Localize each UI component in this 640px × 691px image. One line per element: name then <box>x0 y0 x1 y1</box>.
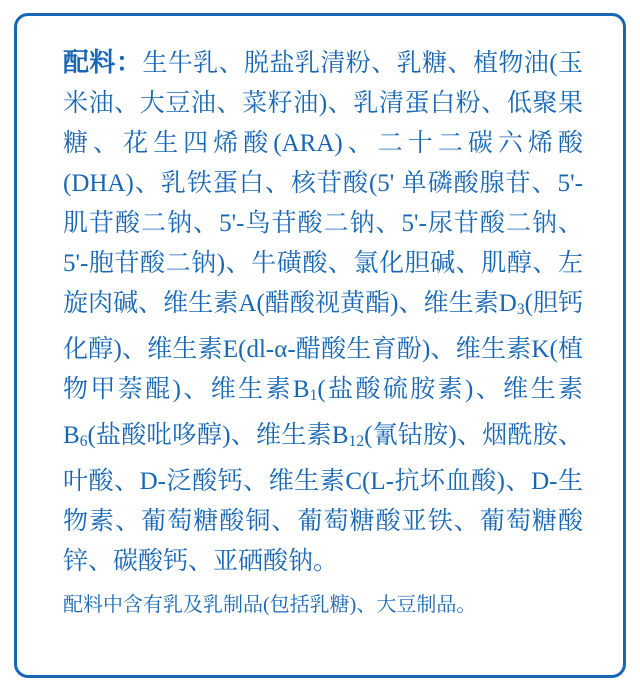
ingredients-text-5: (氰钴胺)、烟酰胺、叶酸、D-泛酸钙、维生素C(L-抗坏血酸)、D-生物素、葡萄糖酸铜、葡萄糖酸亚铁、葡萄糖酸锌、碳酸钙、亚硒酸钠。 <box>63 422 583 576</box>
subscript-b12: 12 <box>348 433 365 451</box>
ingredients-text-4: (盐酸吡哆醇)、维生素B <box>87 422 349 450</box>
subscript-d3: 3 <box>516 301 525 319</box>
ingredients-paragraph <box>63 43 583 582</box>
ingredients-label: 配料： <box>63 48 143 77</box>
ingredients-text-1: 生牛乳、脱盐乳清粉、乳糖、植物油(玉米油、大豆油、菜籽油)、乳清蛋白粉、低聚果糖、花生四烯酸(ARA)、二十二碳六烯酸(DHA)、乳铁蛋白、核苷酸(5' 单磷酸腺苷、5'-肌苷酸二钠、5'-鸟苷酸二钠、5'-尿苷酸二钠、5'-胞苷酸二钠)、牛磺酸、氯化胆碱、肌醇、左旋肉碱、维生素A(醋酸视黄酯)、维生素D <box>63 50 583 317</box>
subscript-b1: 1 <box>309 387 318 405</box>
ingredients-panel <box>14 13 626 678</box>
subscript-b6: 6 <box>79 433 88 451</box>
ingredients-content <box>63 43 583 620</box>
ingredients-text-3: (盐酸硫胺素)、维生素B <box>63 376 583 450</box>
allergen-note: 配料中含有乳及乳制品(包括乳糖)、大豆制品。 <box>63 594 477 617</box>
ingredients-text-2: (胆钙化醇)、维生素E(dl-α-醋酸生育酚)、维生素K(植物甲萘醌)、维生素B <box>63 290 584 404</box>
